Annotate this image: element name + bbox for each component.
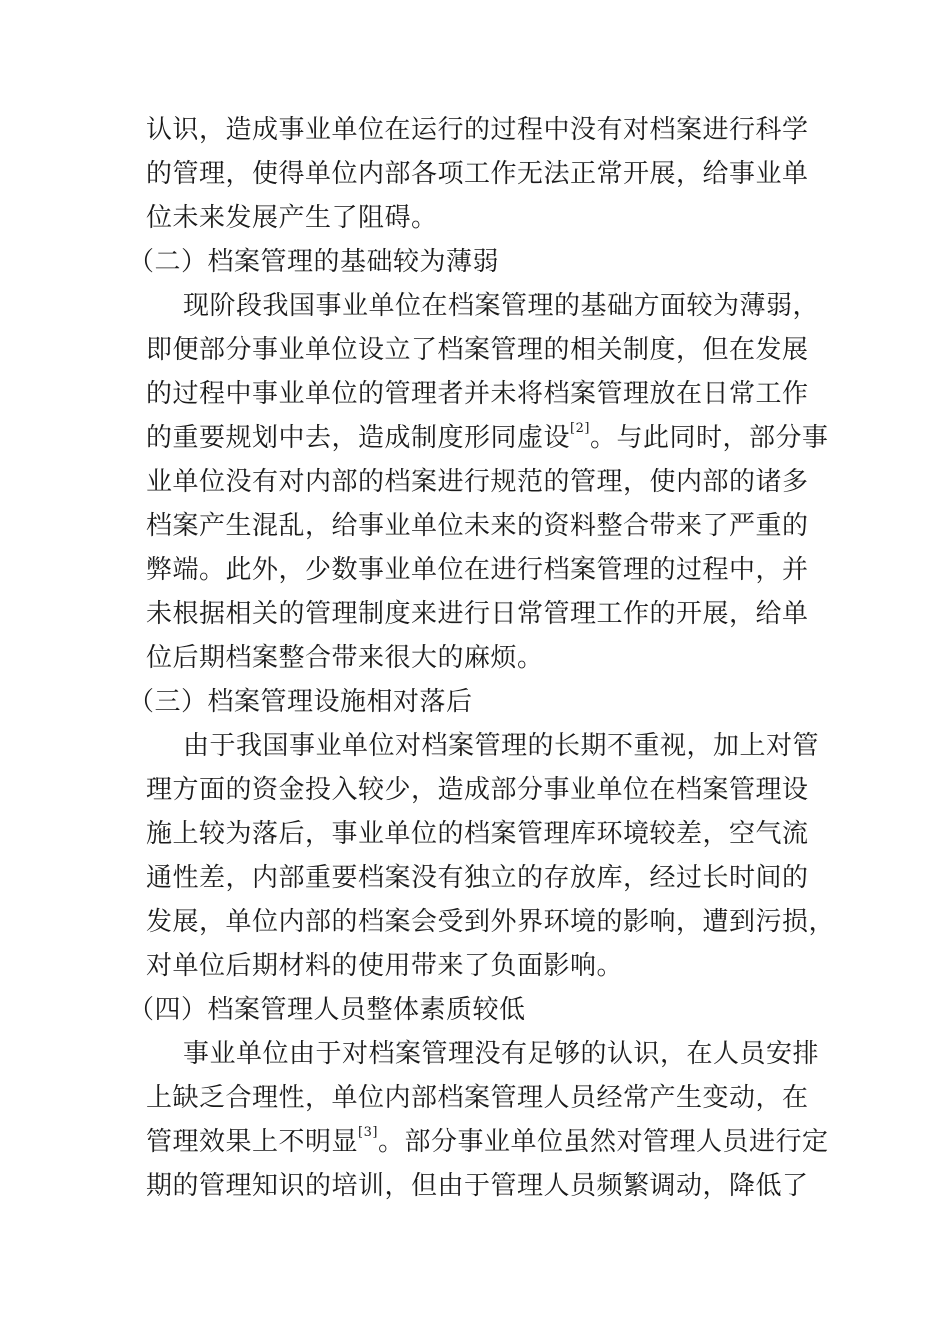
section-heading-2: （二）档案管理的基础较为薄弱 — [128, 247, 500, 277]
paragraph-line: 事业单位由于对档案管理没有足够的认识，在人员安排 — [183, 1039, 820, 1069]
paragraph-line: 业单位没有对内部的档案进行规范的管理，使内部的诸多 — [146, 467, 809, 497]
paragraph-line: 对单位后期材料的使用带来了负面影响。 — [146, 951, 624, 981]
paragraph-line: 位后期档案整合带来很大的麻烦。 — [146, 643, 544, 673]
paragraph-line: 上缺乏合理性，单位内部档案管理人员经常产生变动，在 — [146, 1083, 809, 1113]
paragraph-line: 理方面的资金投入较少，造成部分事业单位在档案管理设 — [146, 775, 809, 805]
paragraph-line: 即便部分事业单位设立了档案管理的相关制度，但在发展 — [146, 335, 809, 365]
paragraph-line: 发展，单位内部的档案会受到外界环境的影响，遭到污损， — [146, 907, 836, 937]
paragraph-line: 档案产生混乱，给事业单位未来的资料整合带来了严重的 — [146, 511, 809, 541]
paragraph-line: 的管理，使得单位内部各项工作无法正常开展，给事业单 — [146, 159, 809, 189]
paragraph-line: 认识，造成事业单位在运行的过程中没有对档案进行科学 — [146, 115, 809, 145]
paragraph-line: 的过程中事业单位的管理者并未将档案管理放在日常工作 — [146, 379, 809, 409]
paragraph-line: 通性差，内部重要档案没有独立的存放库，经过长时间的 — [146, 863, 809, 893]
paragraph-line — [146, 421, 828, 455]
line-text: 管理效果上不明显 — [146, 1127, 359, 1157]
paragraph-line — [146, 1125, 828, 1159]
section-heading-4: （四）档案管理人员整体素质较低 — [128, 995, 526, 1025]
paragraph-line: 弊端。此外，少数事业单位在进行档案管理的过程中，并 — [146, 555, 809, 585]
paragraph-line: 由于我国事业单位对档案管理的长期不重视，加上对管 — [183, 731, 820, 761]
section-heading-3: （三）档案管理设施相对落后 — [128, 687, 473, 717]
paragraph-line: 现阶段我国事业单位在档案管理的基础方面较为薄弱， — [183, 291, 820, 321]
paragraph-line: 期的管理知识的培训，但由于管理人员频繁调动，降低了 — [146, 1171, 809, 1201]
line-text: 。部分事业单位虽然对管理人员进行定 — [377, 1127, 829, 1157]
paragraph-line: 位未来发展产生了阻碍。 — [146, 203, 438, 233]
paragraph-line: 施上较为落后，事业单位的档案管理库环境较差，空气流 — [146, 819, 809, 849]
line-text: 。与此同时，部分事 — [589, 423, 829, 453]
citation-ref: [3] — [358, 1125, 378, 1141]
citation-ref: [2] — [570, 421, 590, 437]
paragraph-line: 未根据相关的管理制度来进行日常管理工作的开展，给单 — [146, 599, 809, 629]
line-text: 的重要规划中去，造成制度形同虚设 — [146, 423, 571, 453]
